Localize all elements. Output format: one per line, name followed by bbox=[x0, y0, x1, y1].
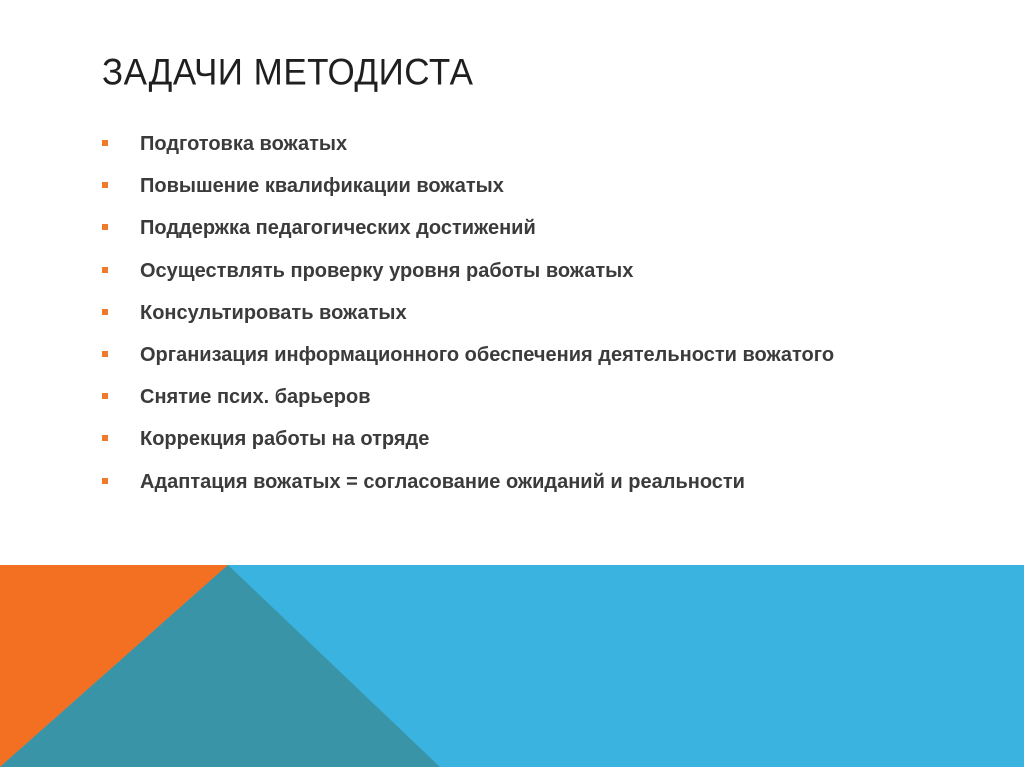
bullet-text: Снятие псих. барьеров bbox=[140, 386, 371, 409]
bullet-square-icon bbox=[102, 478, 108, 484]
bullet-item bbox=[100, 213, 834, 255]
bullet-item bbox=[100, 129, 834, 171]
bullet-square-icon bbox=[102, 140, 108, 146]
bullet-item bbox=[100, 424, 834, 466]
bullet-square-icon bbox=[102, 224, 108, 230]
bullet-text: Подготовка вожатых bbox=[140, 133, 348, 155]
bullet-item bbox=[100, 256, 834, 298]
bullet-text: Повышение квалификации вожатых bbox=[140, 175, 504, 198]
decorative-footer-band bbox=[0, 565, 1024, 767]
bullet-text: Осуществлять проверку уровня работы вожатых bbox=[140, 259, 634, 282]
bullet-square-icon bbox=[102, 267, 108, 273]
bullet-item bbox=[100, 298, 834, 340]
bullet-item bbox=[100, 171, 834, 213]
bullet-text: Организация информационного обеспечения деятельности вожатого bbox=[140, 343, 835, 366]
bullet-square-icon bbox=[102, 393, 108, 399]
bullet-square-icon bbox=[102, 351, 108, 357]
bullet-square-icon bbox=[102, 309, 108, 315]
bullet-square-icon bbox=[102, 435, 108, 441]
bullet-item bbox=[100, 340, 834, 382]
bullet-text: Коррекция работы на отряде bbox=[140, 428, 430, 451]
slide-title: ЗАДАЧИ МЕТОДИСТА bbox=[102, 52, 474, 93]
bullet-text: Консультировать вожатых bbox=[140, 301, 407, 324]
bullet-item bbox=[100, 382, 834, 424]
bullet-text: Поддержка педагогических достижений bbox=[140, 217, 536, 240]
bullet-item bbox=[100, 467, 834, 509]
bullet-text: Адаптация вожатых = согласование ожиданий и реальности bbox=[140, 470, 745, 493]
bullet-list bbox=[100, 129, 834, 509]
bullet-square-icon bbox=[102, 182, 108, 188]
